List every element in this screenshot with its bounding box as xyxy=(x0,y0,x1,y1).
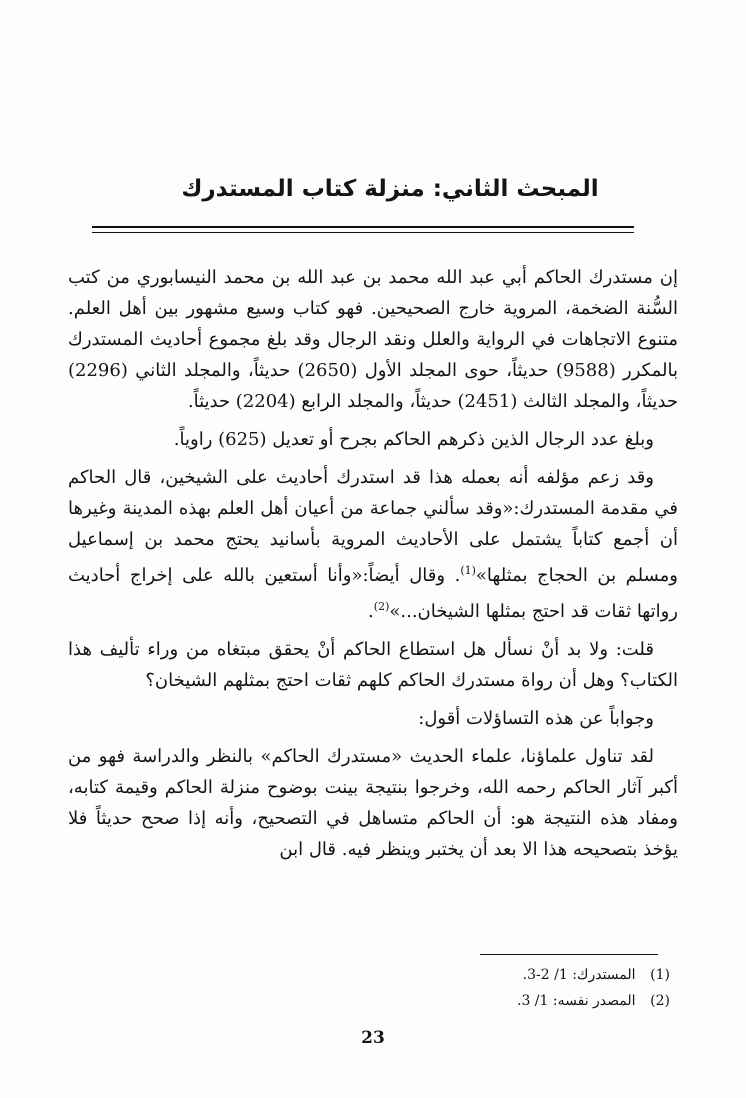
footnote-separator xyxy=(480,954,658,955)
footnote-2-number: (2) xyxy=(650,993,670,1009)
footnote-ref-2: (2) xyxy=(373,600,390,613)
paragraph-3-text: وقد زعم مؤلفه أنه بعمله هذا قد استدرك أحاديث على الشيخين، قال الحاكم في مقدمة المستدرك:«وقد سألني جماعة من أعيان أهل العلم بهذه المدينة وغيرها أن أجمع كتاباً يشتمل على الأحاديث المروية بأسانيد يحتج محمد بن إسماعيل ومسلم بن الحجاج بمثلها» xyxy=(68,467,678,586)
footnotes xyxy=(300,962,670,1014)
paragraph-5: وجواباً عن هذه التساؤلات أقول: xyxy=(418,708,654,729)
paragraph-1: إن مستدرك الحاكم أبي عبد الله محمد بن عبد الله بن محمد النيسابوري من كتب السُّنة الضخمة، المروية خارج الصحيحين. فهو كتاب وسيع مشهور بين أهل العلم. متنوع الاتجاهات في الرواية والعلل ونقد الرجال وقد بلغ مجموع أحاديث المستدرك بالمكرر (9588) حديثاً، حوى المجلد الأول (2650) حديثاً، والمجلد الثاني (2296) حديثاً، والمجلد الثالث (2451) حديثاً، والمجلد الرابع (2204) حديثاً. xyxy=(68,267,678,412)
paragraph-4: قلت: ولا بد أنْ نسأل هل استطاع الحاكم أنْ يحقق مبتغاه من وراء تأليف هذا الكتاب؟ وهل أن رواة مستدرك الحاكم كلهم ثقات احتج بمثلهم الشيخان؟ xyxy=(68,639,678,691)
footnote-1-text: المستدرك: 1/ 2-3. xyxy=(522,967,636,983)
section-heading: المبحث الثاني: منزلة كتاب المستدرك xyxy=(181,176,599,202)
paragraph-3: وقد زعم مؤلفه أنه بعمله هذا قد استدرك أحاديث على الشيخين، قال الحاكم في مقدمة المستدرك:«وقد سألني جماعة من أعيان أهل العلم بهذه المدينة وغيرها أن أجمع كتاباً يشتمل على الأحاديث المروية بأسانيد يحتج محمد بن إسماعيل ومسلم بن الحجاج بمثلها»$^{(1)}$. وقال أيضاً:«وأنا أستعين بالله على إخراج أحاديث رواتها ثقات قد احتج بمثلها الشيخان...»$^{(2)}$. xyxy=(68,467,678,622)
footnote-2 xyxy=(300,988,670,1014)
paragraph-3-tail: . وقال أيضاً:«وأنا أستعين بالله على إخراج أحاديث رواتها ثقات قد احتج بمثلها الشيخان...» xyxy=(68,565,678,622)
paragraph-6: لقد تناول علماؤنا، علماء الحديث «مستدرك الحاكم» بالنظر والدراسة فهو من أكبر آثار الحاكم رحمه الله، وخرجوا بنتيجة بينت بوضوح منزلة الحاكم وقيمة كتابه، ومفاد هذه النتيجة هو: أن الحاكم متساهل في التصحيح، وأنه إذا صحح حديثاً فلا يؤخذ بتصحيحه هذا الا بعد أن يختبر وينظر فيه. قال ابن xyxy=(68,746,678,860)
heading-rule-thin xyxy=(92,232,634,233)
heading-rule-thick xyxy=(92,226,634,228)
page-number: 23 xyxy=(361,1028,385,1048)
footnote-ref-1: (1) xyxy=(460,564,476,577)
footnote-1 xyxy=(300,962,670,988)
body-text xyxy=(68,262,678,872)
footnote-2-text: المصدر نفسه: 1/ 3. xyxy=(516,993,636,1009)
paragraph-2: وبلغ عدد الرجال الذين ذكرهم الحاكم بجرح أو تعديل (625) راوياً. xyxy=(173,429,654,450)
footnote-1-number: (1) xyxy=(650,967,670,983)
